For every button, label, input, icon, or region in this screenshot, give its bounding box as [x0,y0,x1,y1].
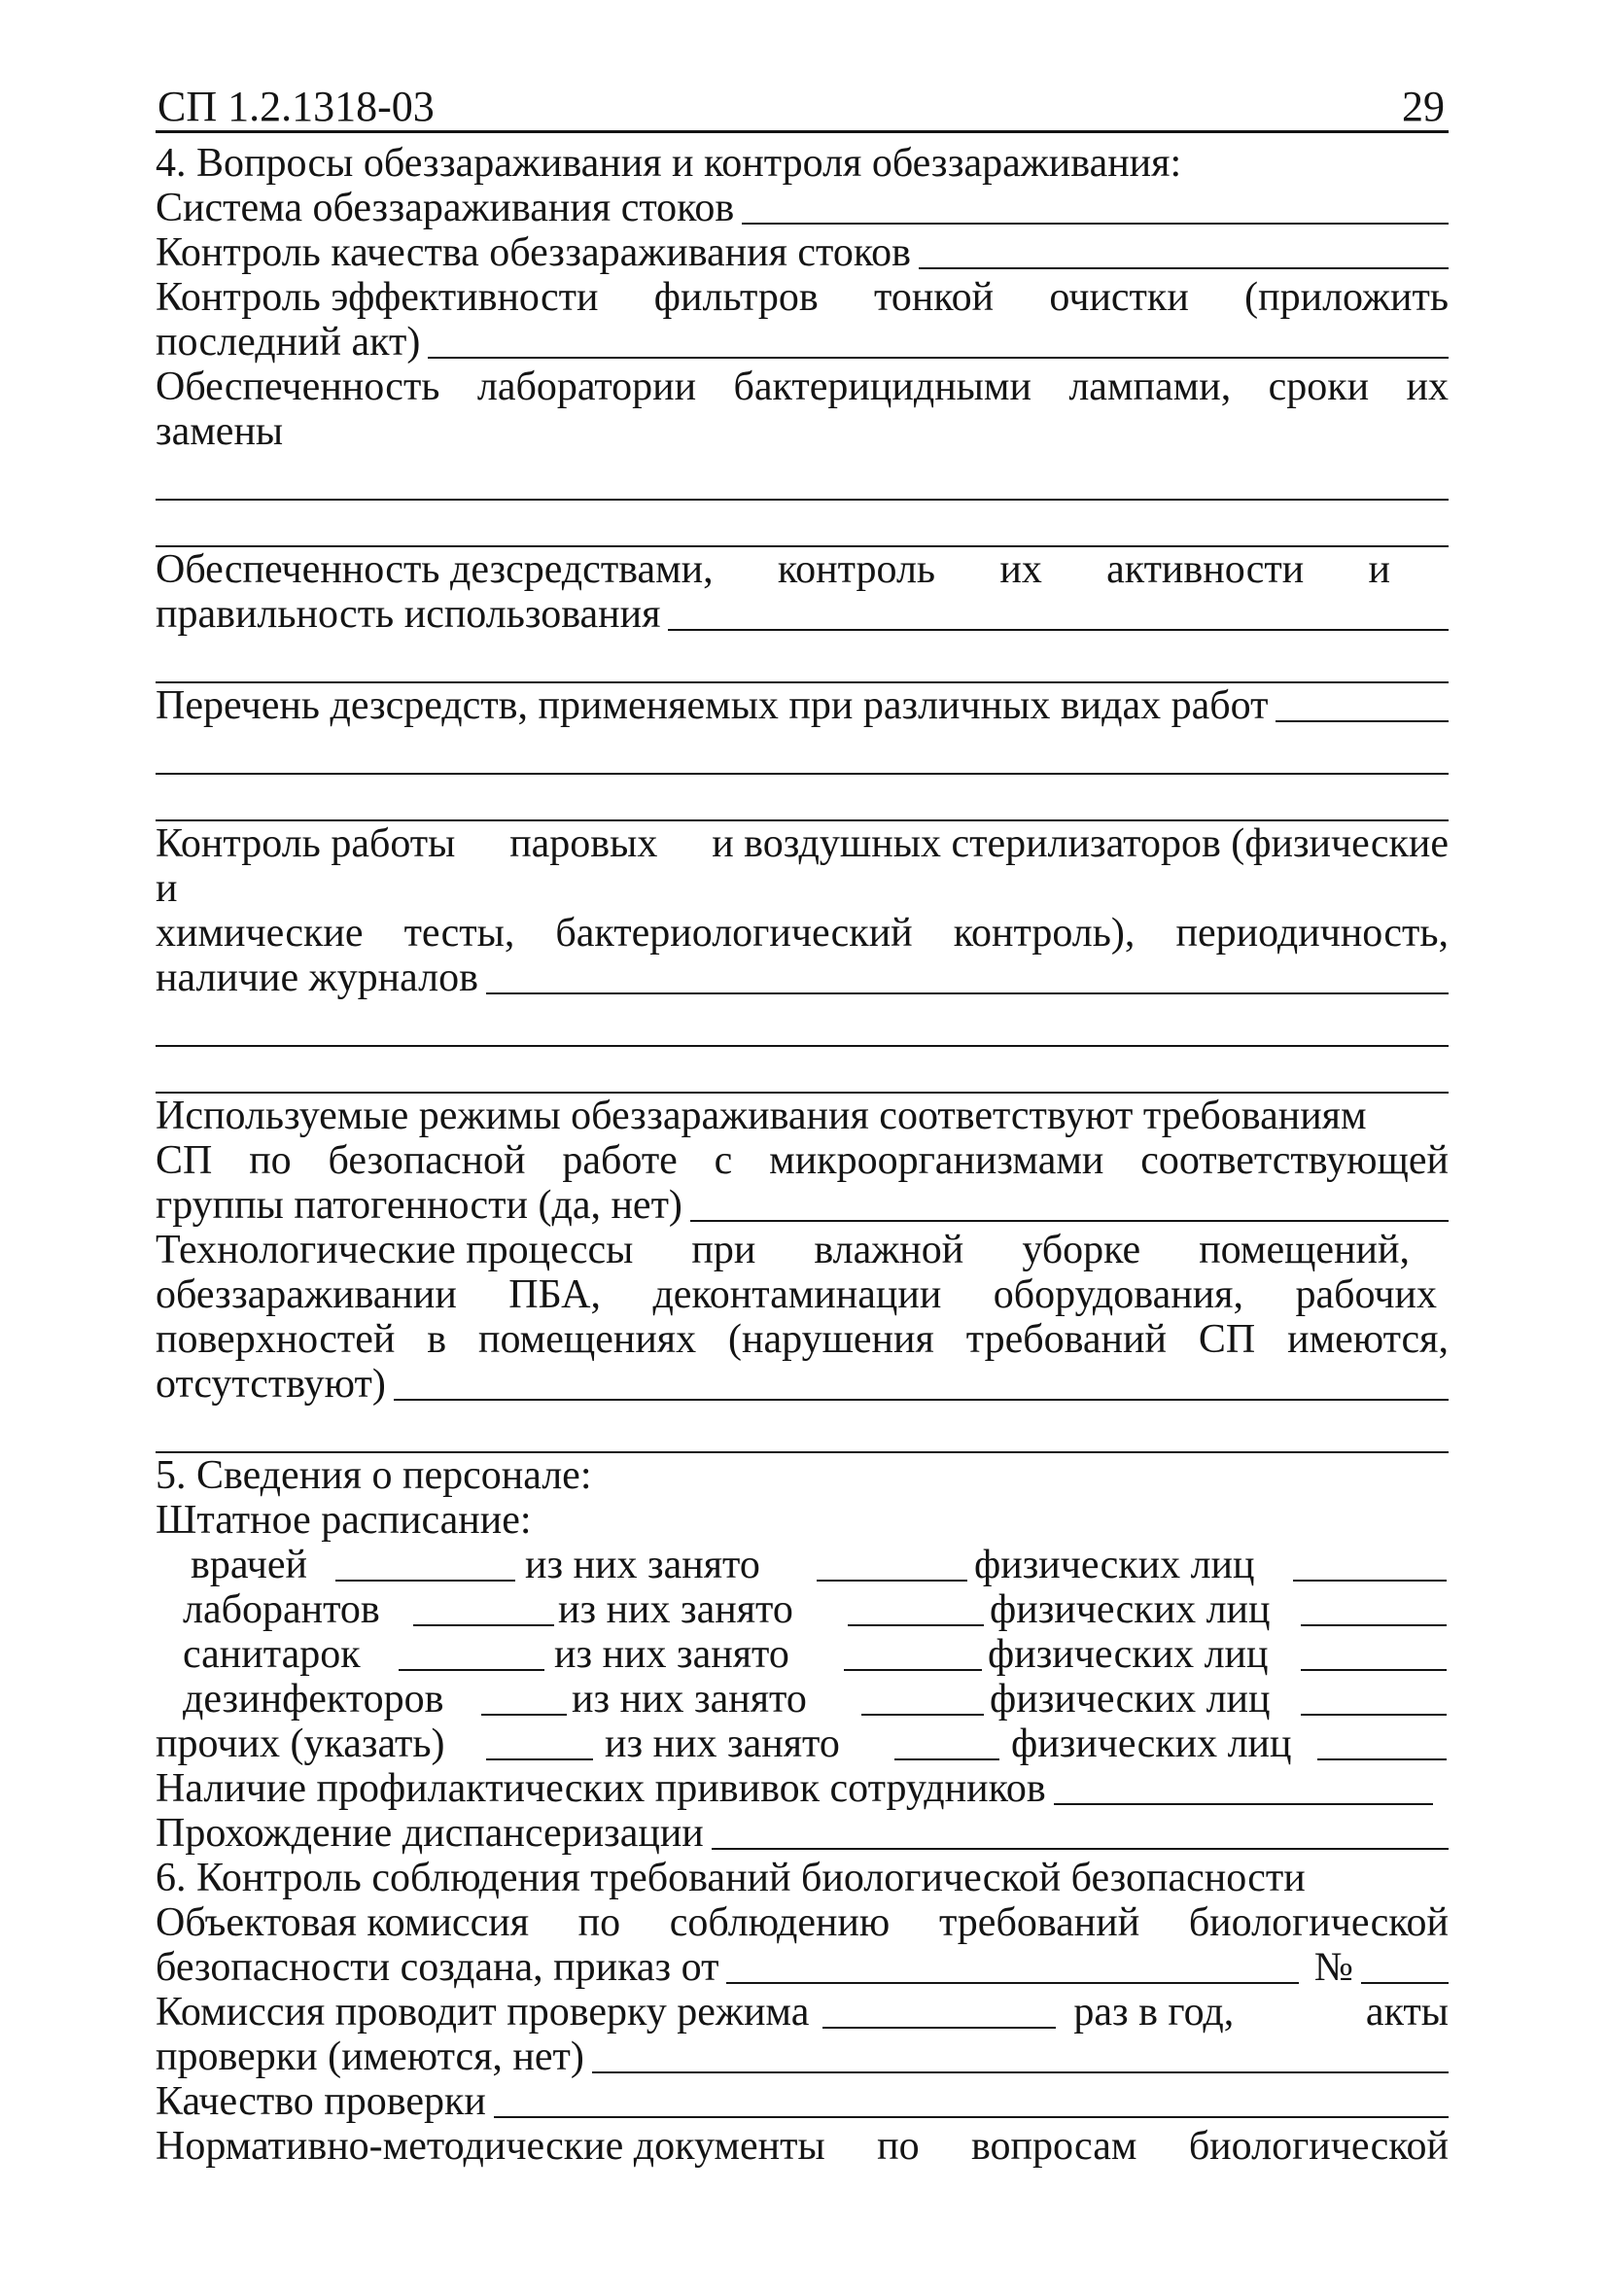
text-line [156,365,1449,409]
word: лаборатории [476,365,697,409]
answer-line[interactable] [428,357,1449,359]
count-field[interactable] [335,1580,515,1582]
frequency-field[interactable] [822,2027,1056,2029]
word: и [1368,547,1390,592]
word: фильтров [653,275,819,320]
persons-label: физических лиц [990,1677,1271,1722]
text-line [156,1272,1449,1317]
field-label: Комиссия проводит проверку режима [156,1990,810,2035]
word: активности [1106,547,1305,592]
staff-label: дезинфекторов [183,1677,444,1722]
form-body [156,141,1449,2169]
text-line [156,2124,1449,2169]
answer-line[interactable] [486,992,1449,994]
staff-schedule-label: Штатное расписание: [156,1498,532,1543]
word: тесты, [403,911,515,956]
form-line [156,1183,1449,1228]
field-label: безопасности создана, приказ от [156,1945,719,1990]
field-label: замены [156,409,284,454]
word: сроки [1268,365,1370,409]
word: вопросам [970,2124,1137,2169]
section-6-title: 6. Контроль соблюдения требований биологической безопасности [156,1856,1306,1900]
field-label: наличие журналов [156,956,478,1000]
word: (приложить [1244,275,1449,320]
word: обеззараживании [156,1272,457,1317]
answer-line[interactable] [1276,720,1449,722]
answer-line[interactable] [156,501,1449,547]
answer-line[interactable] [668,629,1449,631]
field-label: правильность использования [156,592,661,637]
answer-line[interactable] [742,223,1449,225]
word: паровых [509,821,658,866]
persons-label: физических лиц [974,1543,1255,1587]
text-line [156,821,1449,866]
text-line [156,275,1449,320]
count-field[interactable] [481,1714,567,1716]
field-label: проверки (имеются, нет) [156,2035,584,2079]
word: по [249,1138,292,1183]
word: Обеспеченность [156,365,440,409]
answer-line[interactable] [712,1848,1449,1850]
form-line [156,592,1449,637]
document-code: СП 1.2.1318-03 [157,83,435,130]
field-label: последний акт) [156,320,421,365]
form-line [156,320,1449,365]
field-label: акты [1365,1990,1449,2035]
word: контроль), [953,911,1136,956]
word: лампами, [1068,365,1232,409]
word: работе [562,1138,678,1183]
form-line [156,1945,1449,1990]
word: очистки [1049,275,1189,320]
staff-row-others [156,1722,1449,1766]
word: периодичность, [1175,911,1449,956]
word: ПБА, [508,1272,601,1317]
occupied-label: из них занято [605,1722,840,1766]
word: рабочих [1295,1272,1437,1317]
form-line [156,2035,1449,2079]
field-label: раз в год, [1073,1990,1235,2035]
word: контроль [777,547,936,592]
word: деконтаминации [652,1272,942,1317]
word: СП [156,1138,213,1183]
word: поверхностей [156,1317,396,1362]
form-line [156,186,1449,230]
answer-line[interactable] [156,637,1449,683]
text-line [156,547,1449,592]
form-line [156,683,1449,728]
word: требований [938,1900,1140,1945]
form-line [156,2079,1449,2124]
word: Технологические процессы [156,1228,634,1272]
word: СП [1198,1317,1256,1362]
word: с [714,1138,733,1183]
field-label: группы патогенности (да, нет) [156,1183,682,1228]
field-label: Качество проверки [156,2079,486,2124]
field-label: Прохождение диспансеризации [156,1811,704,1856]
occupied-field[interactable] [817,1580,967,1582]
word: химические [156,911,364,956]
page-header [156,76,1449,133]
answer-line[interactable] [156,728,1449,775]
section-5-title: 5. Сведения о персонале: [156,1453,592,1498]
word: их [1406,365,1449,409]
form-line [156,1811,1449,1856]
staff-row-doctors [156,1543,1449,1587]
staff-label: санитарок [183,1632,361,1677]
field-label: Система обеззараживания стоков [156,186,735,230]
persons-field[interactable] [1293,1580,1447,1582]
text-line [156,1138,1449,1183]
text-line: Используемые режимы обеззараживания соответствуют требованиям [156,1094,1367,1138]
answer-line[interactable] [394,1399,1449,1401]
text-line [156,1228,1449,1272]
answer-line[interactable] [156,1000,1449,1047]
word: биологической [1188,1900,1449,1945]
word: соблюдению [669,1900,891,1945]
answer-line[interactable] [1054,1803,1433,1805]
order-date-field[interactable] [726,1982,1298,1984]
word: тонкой [874,275,995,320]
word: биологической [1188,2124,1449,2169]
word: помещений, [1199,1228,1410,1272]
word: при [691,1228,756,1272]
staff-label: врачей [191,1543,308,1587]
occupied-label: из них занято [525,1543,760,1587]
word: бактерицидными [733,365,1031,409]
word: и воздушных стерилизаторов (физические [712,821,1449,866]
staff-row-disinfectors [156,1677,1449,1722]
word: бактериологический [555,911,913,956]
word: Контроль работы [156,821,456,866]
section-4-title: 4. Вопросы обеззараживания и контроля обеззараживания: [156,141,1182,186]
word: (нарушения [728,1317,934,1362]
word: по [577,1900,621,1945]
word: уборке [1022,1228,1141,1272]
persons-label: физических лиц [990,1587,1271,1632]
word: требований [965,1317,1167,1362]
answer-line[interactable] [919,267,1449,269]
word: по [877,2124,920,2169]
answer-line[interactable] [156,1047,1449,1094]
count-field[interactable] [413,1624,554,1626]
word: соответствующей [1140,1138,1449,1183]
count-field[interactable] [399,1669,544,1671]
text-line [156,1900,1449,1945]
text-line [156,911,1449,956]
form-line [156,230,1449,275]
word: Контроль эффективности [156,275,599,320]
document-page [156,76,1449,2169]
occupied-label: из них занято [558,1587,793,1632]
occupied-label: из них занято [554,1632,789,1677]
order-number-field[interactable] [1361,1982,1449,1984]
answer-line[interactable] [156,775,1449,821]
staff-label: лаборантов [183,1587,380,1632]
persons-label: физических лиц [1011,1722,1292,1766]
word: влажной [814,1228,964,1272]
word: Обеспеченность дезсредствами, [156,547,714,592]
word: помещениях [477,1317,697,1362]
persons-field[interactable] [1301,1714,1447,1716]
occupied-label: из них занято [572,1677,807,1722]
staff-label: прочих (указать) [156,1722,445,1766]
form-line [156,1990,1449,2035]
occupied-field[interactable] [861,1714,984,1716]
staff-row-orderlies [156,1632,1449,1677]
word: безопасной [328,1138,526,1183]
form-line [156,1362,1449,1407]
number-sign: № [1313,1945,1353,1990]
occupied-field[interactable] [844,1669,982,1671]
persons-field[interactable] [1317,1758,1447,1760]
occupied-field[interactable] [894,1758,999,1760]
occupied-field[interactable] [848,1624,984,1626]
field-label: Перечень дезсредств, применяемых при различных видах работ [156,683,1269,728]
word: Нормативно-методические документы [156,2124,825,2169]
persons-field[interactable] [1301,1624,1447,1626]
persons-field[interactable] [1301,1669,1447,1671]
page-number: 29 [1402,83,1445,130]
form-line [156,1766,1449,1811]
word: и [156,866,178,911]
word: оборудования, [993,1272,1243,1317]
field-label: Наличие профилактических прививок сотрудников [156,1766,1046,1811]
word: в [427,1317,447,1362]
word: их [999,547,1042,592]
word: Объектовая комиссия [156,1900,530,1945]
answer-line[interactable] [494,2116,1449,2118]
answer-line[interactable] [156,454,1449,501]
field-label: Контроль качества обеззараживания стоков [156,230,911,275]
word: имеются, [1287,1317,1449,1362]
text-line [156,1317,1449,1362]
word: микроорганизмами [769,1138,1104,1183]
staff-row-lab-assistants [156,1587,1449,1632]
persons-label: физических лиц [988,1632,1269,1677]
answer-line[interactable] [592,2071,1449,2073]
answer-line[interactable] [156,1407,1449,1453]
count-field[interactable] [486,1758,593,1760]
field-label: отсутствуют) [156,1362,386,1407]
answer-line[interactable] [690,1220,1449,1222]
form-line [156,956,1449,1000]
